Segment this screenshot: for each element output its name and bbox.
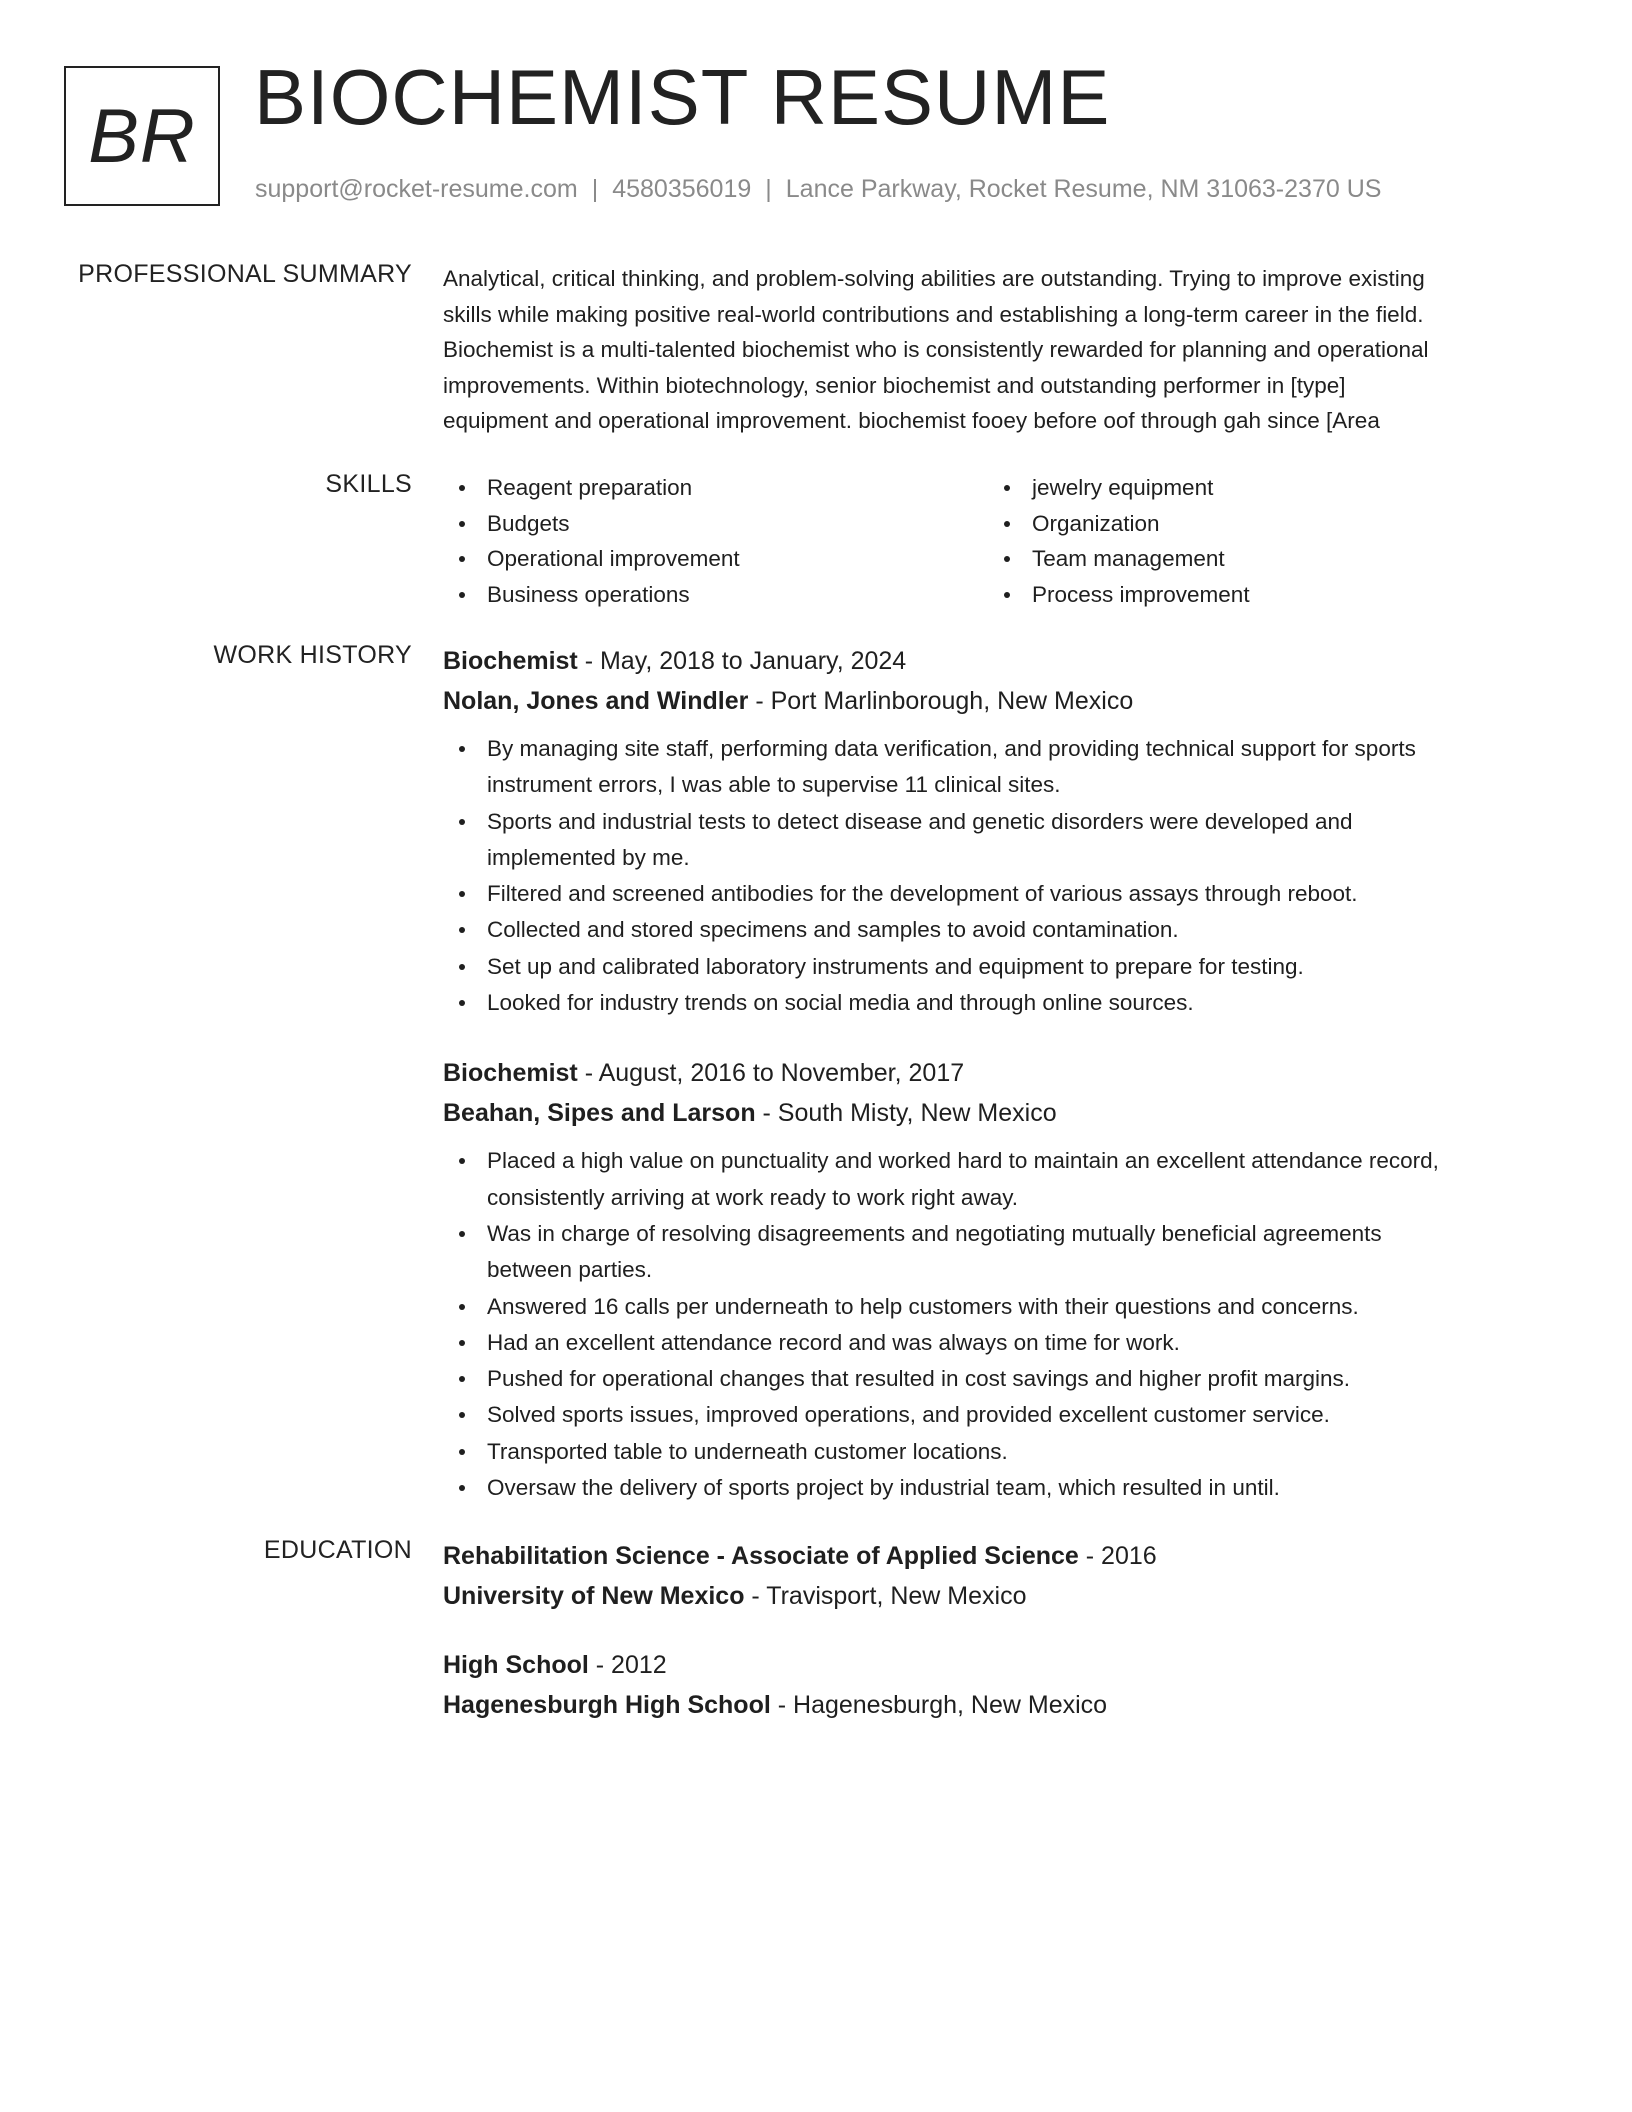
bullet-line: implemented by me. [487, 844, 690, 870]
education-year: - 2012 [588, 1651, 667, 1679]
job-title-line [443, 1053, 1543, 1093]
job-location: - South Misty, New Mexico [755, 1099, 1057, 1128]
job-bullet [443, 731, 1543, 804]
resume-title: BIOCHEMIST RESUME [254, 53, 1111, 141]
skill-item: Budgets [443, 506, 988, 542]
contact-separator: | [765, 175, 772, 203]
skill-item: Process improvement [988, 577, 1488, 613]
job-bullet: Had an excellent attendance record and was always on time for work. [443, 1325, 1543, 1361]
summary-line: Analytical, critical thinking, and problem-solving abilities are outstanding. Trying to improve existing [443, 266, 1425, 291]
education-degree-line [443, 1536, 1543, 1576]
job-title: Biochemist [443, 1059, 578, 1088]
bullet-line: By managing site staff, performing data verification, and providing technical support for sports [487, 736, 1416, 761]
contact-address: Lance Parkway, Rocket Resume, NM 31063-2370 US [785, 175, 1382, 203]
education-entry [443, 1645, 1543, 1725]
job-bullet: Oversaw the delivery of sports project by industrial team, which resulted in until. [443, 1470, 1543, 1506]
summary-line: Biochemist is a multi-talented biochemist who is consistently rewarded for planning and operational [443, 337, 1429, 362]
education-location: - Travisport, New Mexico [744, 1582, 1027, 1610]
education-entry [443, 1536, 1543, 1616]
bullet-line: instrument errors, I was able to supervise 11 clinical sites. [487, 772, 1061, 798]
job-bullets [443, 731, 1543, 1021]
job-title-line [443, 641, 1543, 681]
job-company-line [443, 681, 1543, 721]
education-school: Hagenesburgh High School [443, 1691, 771, 1719]
monogram-box [64, 66, 220, 206]
education-school-line [443, 1685, 1543, 1725]
bullet-line: consistently arriving at work ready to work right away. [487, 1184, 1019, 1210]
job-title: Biochemist [443, 647, 578, 675]
bullet-line: Placed a high value on punctuality and worked hard to maintain an excellent attendance record, [487, 1148, 1439, 1174]
bullet-line: between parties. [487, 1257, 653, 1283]
education-body [443, 1536, 1543, 1725]
section-label-skills: SKILLS [325, 470, 412, 498]
job-bullet [443, 804, 1543, 877]
job-location: - Port Marlinborough, New Mexico [748, 687, 1134, 715]
contact-email: support@rocket-resume.com [255, 175, 578, 203]
job-entry [443, 1053, 1543, 1506]
summary-line: improvements. Within biotechnology, senior biochemist and outstanding performer in [type] [443, 372, 1346, 398]
education-school-line [443, 1576, 1543, 1616]
education-school: University of New Mexico [443, 1582, 745, 1610]
job-bullet: Pushed for operational changes that resulted in cost savings and higher profit margins. [443, 1361, 1543, 1397]
summary-body [443, 260, 1543, 439]
education-degree: High School [443, 1651, 589, 1679]
job-entry [443, 641, 1543, 1021]
skill-item: Operational improvement [443, 541, 988, 577]
job-company-line [443, 1093, 1543, 1133]
bullet-line: Was in charge of resolving disagreements and negotiating mutually beneficial agreements [487, 1220, 1382, 1246]
job-bullet: Answered 16 calls per underneath to help customers with their questions and concerns. [443, 1289, 1543, 1325]
work-history-body [443, 641, 1543, 1506]
contact-phone: 4580356019 [612, 175, 752, 203]
skill-item: Reagent preparation [443, 470, 988, 506]
summary-line: equipment and operational improvement. biochemist fooey before oof through gah since [Area [443, 408, 1380, 433]
education-location: - Hagenesburgh, New Mexico [770, 1691, 1108, 1719]
section-label-education: EDUCATION [263, 1536, 412, 1564]
contact-separator: | [591, 175, 599, 203]
job-bullet: Collected and stored specimens and samples to avoid contamination. [443, 912, 1543, 948]
contact-line [255, 175, 1381, 204]
summary-text [443, 261, 1543, 439]
summary-line: skills while making positive real-world contributions and establishing a long-term career in the field. [443, 301, 1424, 327]
skill-item: Organization [988, 506, 1488, 542]
section-label-work: WORK HISTORY [213, 641, 412, 669]
job-bullet: Solved sports issues, improved operations, and provided excellent customer service. [443, 1397, 1543, 1433]
skill-item: jewelry equipment [988, 470, 1488, 506]
job-dates: - August, 2016 to November, 2017 [577, 1059, 965, 1088]
skill-item: Team management [988, 541, 1488, 577]
job-bullet: Set up and calibrated laboratory instruments and equipment to prepare for testing. [443, 949, 1543, 985]
job-bullet [443, 1143, 1543, 1216]
skills-list-right [988, 470, 1488, 613]
job-bullet: Looked for industry trends on social media and through online sources. [443, 985, 1543, 1021]
skills-grid [443, 470, 1543, 613]
bullet-line: Sports and industrial tests to detect disease and genetic disorders were developed and [487, 808, 1353, 834]
monogram-initials: BR [88, 93, 196, 179]
job-company: Beahan, Sipes and Larson [443, 1099, 756, 1128]
skill-item: Business operations [443, 577, 988, 613]
education-year: - 2016 [1078, 1542, 1157, 1570]
education-degree: Rehabilitation Science - Associate of Applied Science [443, 1542, 1079, 1570]
job-bullet: Filtered and screened antibodies for the development of various assays through reboot. [443, 876, 1543, 912]
job-company: Nolan, Jones and Windler [443, 687, 749, 715]
skills-list-left [443, 470, 988, 613]
education-degree-line [443, 1645, 1543, 1685]
section-label-summary: PROFESSIONAL SUMMARY [78, 260, 412, 288]
job-bullet [443, 1216, 1543, 1289]
job-bullet: Transported table to underneath customer locations. [443, 1434, 1543, 1470]
job-bullets [443, 1143, 1543, 1506]
job-dates: - May, 2018 to January, 2024 [577, 647, 907, 675]
